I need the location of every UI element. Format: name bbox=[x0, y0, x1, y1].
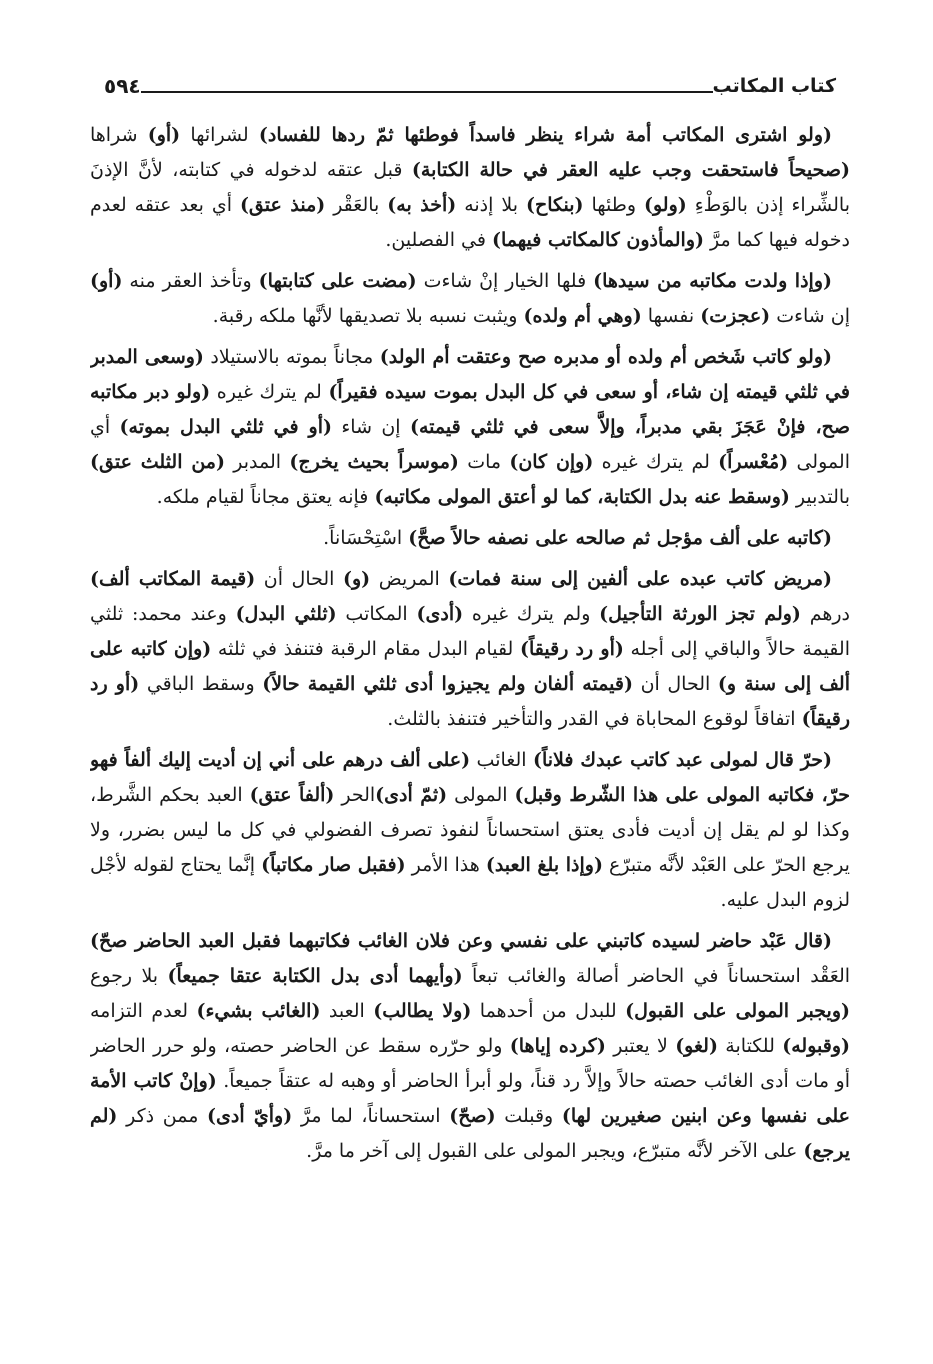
matn-segment: (ولم تجز الورثة التأجيل) bbox=[599, 603, 801, 625]
matn-segment: (وأيهما أدى بدل الكتابة عتقا جميعاً) bbox=[167, 965, 463, 987]
commentary-segment: وقبلت bbox=[495, 1105, 562, 1127]
paragraph bbox=[90, 924, 850, 1169]
paragraph bbox=[90, 118, 850, 258]
matn-segment: (وسعى المدبر في ثلثي قيمته إن شاء، أو سعى في كل البدل بموت سيده فقيراً) bbox=[90, 346, 850, 403]
commentary-segment: في الفصلين. bbox=[385, 229, 492, 251]
matn-segment: (موسراً بحيث يخرج) bbox=[289, 451, 459, 473]
body-text bbox=[90, 118, 850, 1169]
commentary-segment: شراها bbox=[90, 124, 148, 146]
matn-segment: (وإذا بلغ العبد) bbox=[485, 854, 603, 876]
matn-segment: (أو رد رقيقاً) bbox=[90, 673, 850, 730]
matn-segment: (وإنْ كاتب الأمة على نفسها وعن ابنين صغيرين لها) bbox=[90, 1070, 850, 1127]
matn-segment: (عجزت) bbox=[700, 305, 771, 327]
page-number: ٥٩٤ bbox=[104, 74, 141, 98]
book-title: كتاب المكاتب bbox=[712, 75, 836, 97]
paragraph bbox=[90, 743, 850, 918]
matn-segment: (أو) bbox=[90, 270, 123, 292]
paragraph bbox=[90, 340, 850, 515]
matn-segment: (من الثلث عتق) bbox=[90, 451, 225, 473]
matn-segment: (ويجبر المولى على القبول) bbox=[625, 1000, 850, 1022]
commentary-segment: بلا رجوع bbox=[90, 965, 168, 987]
commentary-segment: لا يعتبر bbox=[605, 1035, 676, 1057]
commentary-segment: وطئها bbox=[583, 194, 644, 216]
commentary-segment: للبدل من أحدهما bbox=[471, 1000, 626, 1022]
commentary-segment: هذا الأمر bbox=[405, 854, 486, 876]
commentary-segment: ممن ذكر bbox=[117, 1105, 208, 1127]
commentary-segment: لقيام البدل مقام الرقبة فتنفذ في ثلثه bbox=[211, 638, 520, 660]
matn-segment: (صحّ) bbox=[449, 1105, 496, 1127]
commentary-segment: إن شاءت bbox=[770, 305, 850, 327]
matn-segment: (وهي أم ولده) bbox=[523, 305, 642, 327]
commentary-segment: فلها الخيار إنْ شاءت bbox=[416, 270, 594, 292]
matn-segment: (و) bbox=[343, 568, 371, 590]
matn-segment: (وأيّ أدى) bbox=[207, 1105, 293, 1127]
matn-segment: (قال عَبْد حاضر لسيده كاتبني على نفسي وعن فلان الغائب فكاتبهما فقبل العبد الحاضر صحّ) bbox=[90, 930, 832, 952]
matn-segment: (منذ عتق) bbox=[239, 194, 326, 216]
commentary-segment: وعند محمد: ثلثي القيمة حالاً والباقي إلى أجله bbox=[90, 603, 850, 660]
matn-segment: (ولو اشترى المكاتب أمة شراء ينظر فاسداً فوطئها ثمّ ردها للفساد) bbox=[258, 124, 832, 146]
matn-segment: (مضت على كتابتها) bbox=[258, 270, 417, 292]
commentary-segment: أي المولى bbox=[90, 416, 850, 473]
commentary-segment: العبد بحكم الشَّرط، وكذا لو لم يقل إن أديت فأدى يعتق استحساناً لنفوذ تصرف الفضولي في كل ما ليس بضرر، ولا يرجع الحرّ على العَبْد لأنَّه متبرّع bbox=[90, 784, 850, 876]
matn-segment: (ولو كاتب شَخص أم ولده أو مدبره صح وعتقت أم الولد) bbox=[379, 346, 833, 368]
commentary-segment: المريض bbox=[370, 568, 449, 590]
commentary-segment: المكاتب bbox=[336, 603, 417, 625]
matn-segment: (لم يرجع) bbox=[90, 1105, 850, 1162]
matn-segment: (صحيحاً فاستحقت وجب عليه العقر في حالة الكتابة) bbox=[411, 159, 850, 181]
header-rule bbox=[141, 91, 713, 93]
running-header bbox=[90, 68, 850, 104]
matn-segment: (ثلثي البدل) bbox=[235, 603, 337, 625]
commentary-segment: قبل عتقه لدخوله في كتابته، لأنَّ الإذنَ بالشِّراء إذن بالوَطْءِ bbox=[90, 159, 850, 216]
matn-segment: (وقبوله) bbox=[782, 1035, 850, 1057]
commentary-segment: بلا إذنه bbox=[456, 194, 526, 216]
paragraph bbox=[90, 521, 850, 556]
commentary-segment: نفسها bbox=[641, 305, 701, 327]
commentary-segment: فإنه يعتق مجاناً لقيام ملكه. bbox=[156, 486, 375, 508]
matn-segment: (على ألف درهم على أني إن أديت إليك ألفاً فهو حرّ، فكاتبه المولى على هذا الشّرط وقبل) bbox=[90, 749, 850, 806]
commentary-segment: إنَّما يحتاج لقوله لأجْل لزوم البدل عليه. bbox=[90, 854, 850, 911]
matn-segment: (لغو) bbox=[675, 1035, 718, 1057]
commentary-segment: بالعَقْر bbox=[325, 194, 388, 216]
paragraph bbox=[90, 562, 850, 737]
matn-segment: (أو) bbox=[147, 124, 181, 146]
matn-segment: (والمأذون كالمكاتب فيهما) bbox=[492, 229, 704, 251]
matn-segment: (مريض كاتب عبده على ألفين إلى سنة فمات) bbox=[448, 568, 832, 590]
matn-segment: (أو في ثلثي البدل بموته) bbox=[119, 416, 332, 438]
matn-segment: (كرده إياها) bbox=[509, 1035, 606, 1057]
matn-segment: (قيمته ألفان ولم يجيزوا أدى ثلثي القيمة حالاً) bbox=[262, 673, 633, 695]
matn-segment: (ألفاً عتق) bbox=[249, 784, 335, 806]
commentary-segment: مجاناً بموته بالاستيلاد bbox=[203, 346, 380, 368]
commentary-segment: الحال أن bbox=[255, 568, 344, 590]
matn-segment: (ولو دبر مكاتبه صح، فإنْ عَجَزَ بقي مدبراً، وإلاَّ سعى في ثلثي قيمته) bbox=[90, 381, 850, 438]
matn-segment: (كاتبه على ألف مؤجل ثم صالحه على نصفه حالاً صحَّ) bbox=[408, 527, 832, 549]
matn-segment: (ثمّ أدى) bbox=[375, 784, 448, 806]
commentary-segment: درهم bbox=[800, 603, 850, 625]
commentary-segment: العبد bbox=[320, 1000, 374, 1022]
matn-segment: (أو رد رقيقاً) bbox=[519, 638, 624, 660]
matn-segment: (بنكاح) bbox=[525, 194, 584, 216]
commentary-segment: لشرائها bbox=[180, 124, 259, 146]
book-page bbox=[90, 68, 850, 1338]
matn-segment: (مُعْسراً) bbox=[718, 451, 789, 473]
commentary-segment: استحساناً، لما مرَّ bbox=[292, 1105, 450, 1127]
matn-segment: (فقبل صار مكاتباً) bbox=[261, 854, 406, 876]
commentary-segment: المولى bbox=[447, 784, 515, 806]
commentary-segment: المدبر bbox=[224, 451, 290, 473]
matn-segment: (ولا يطالب) bbox=[373, 1000, 472, 1022]
commentary-segment: لم يترك غيره bbox=[593, 451, 719, 473]
commentary-segment: اتفاقاً لوقوع المحاباة في القدر والتأخير فتنفذ بالثلث. bbox=[387, 708, 802, 730]
paragraph bbox=[90, 264, 850, 334]
commentary-segment: اسْتِحْسَاناً. bbox=[323, 527, 409, 549]
matn-segment: (الغائب بشيء) bbox=[196, 1000, 321, 1022]
commentary-segment: العَقْد استحساناً في الحاضر أصالة والغائب تبعاً bbox=[462, 965, 850, 987]
matn-segment: (أخذ به) bbox=[387, 194, 457, 216]
commentary-segment: وسقط الباقي bbox=[139, 673, 263, 695]
matn-segment: (وإن كاتبه على ألف إلى سنة و) bbox=[90, 638, 850, 695]
commentary-segment: الحر bbox=[334, 784, 376, 806]
commentary-segment: ولو حرّره سقط عن الحاضر حصته، ولو حرر الحاضر أو مات أدى الغائب حصته حالاً وإلاَّ رد قناً، ولو أبرأ الحاضر أو وهبه له عتقاً جميعاً. bbox=[90, 1035, 850, 1092]
commentary-segment: على الآخر لأنَّه متبرّع، ويجبر المولى على القبول إلى آخر ما مرَّ. bbox=[306, 1140, 804, 1162]
commentary-segment: وتأخذ العقر منه bbox=[122, 270, 259, 292]
commentary-segment: لم يترك غيره bbox=[210, 381, 329, 403]
commentary-segment: للكتابة bbox=[717, 1035, 783, 1057]
commentary-segment: ويثبت نسبه بلا تصديقها لأنَّها ملكه رقبة. bbox=[212, 305, 524, 327]
commentary-segment: الحال أن bbox=[632, 673, 718, 695]
matn-segment: (أدى) bbox=[416, 603, 464, 625]
matn-segment: (ولو) bbox=[644, 194, 687, 216]
commentary-segment: بالتدبير bbox=[789, 486, 850, 508]
commentary-segment: لعدم التزامه bbox=[90, 1000, 197, 1022]
commentary-segment: أي بعد عتقه لعدم دخوله فيها كما مرَّ bbox=[90, 194, 850, 251]
commentary-segment: إن شاء bbox=[331, 416, 410, 438]
matn-segment: (حرّ قال لمولى عبد كاتب عبدك فلاناً) bbox=[532, 749, 833, 771]
matn-segment: (وسقط عنه بدل الكتابة، كما لو أعتق المولى مكاتبه) bbox=[374, 486, 790, 508]
commentary-segment: مات bbox=[458, 451, 510, 473]
matn-segment: (وإن كان) bbox=[509, 451, 594, 473]
commentary-segment: الغائب bbox=[470, 749, 533, 771]
matn-segment: (وإذا ولدت مكاتبه من سيدها) bbox=[593, 270, 832, 292]
commentary-segment: ولم يترك غيره bbox=[463, 603, 600, 625]
matn-segment: (قيمة المكاتب ألف) bbox=[90, 568, 256, 590]
